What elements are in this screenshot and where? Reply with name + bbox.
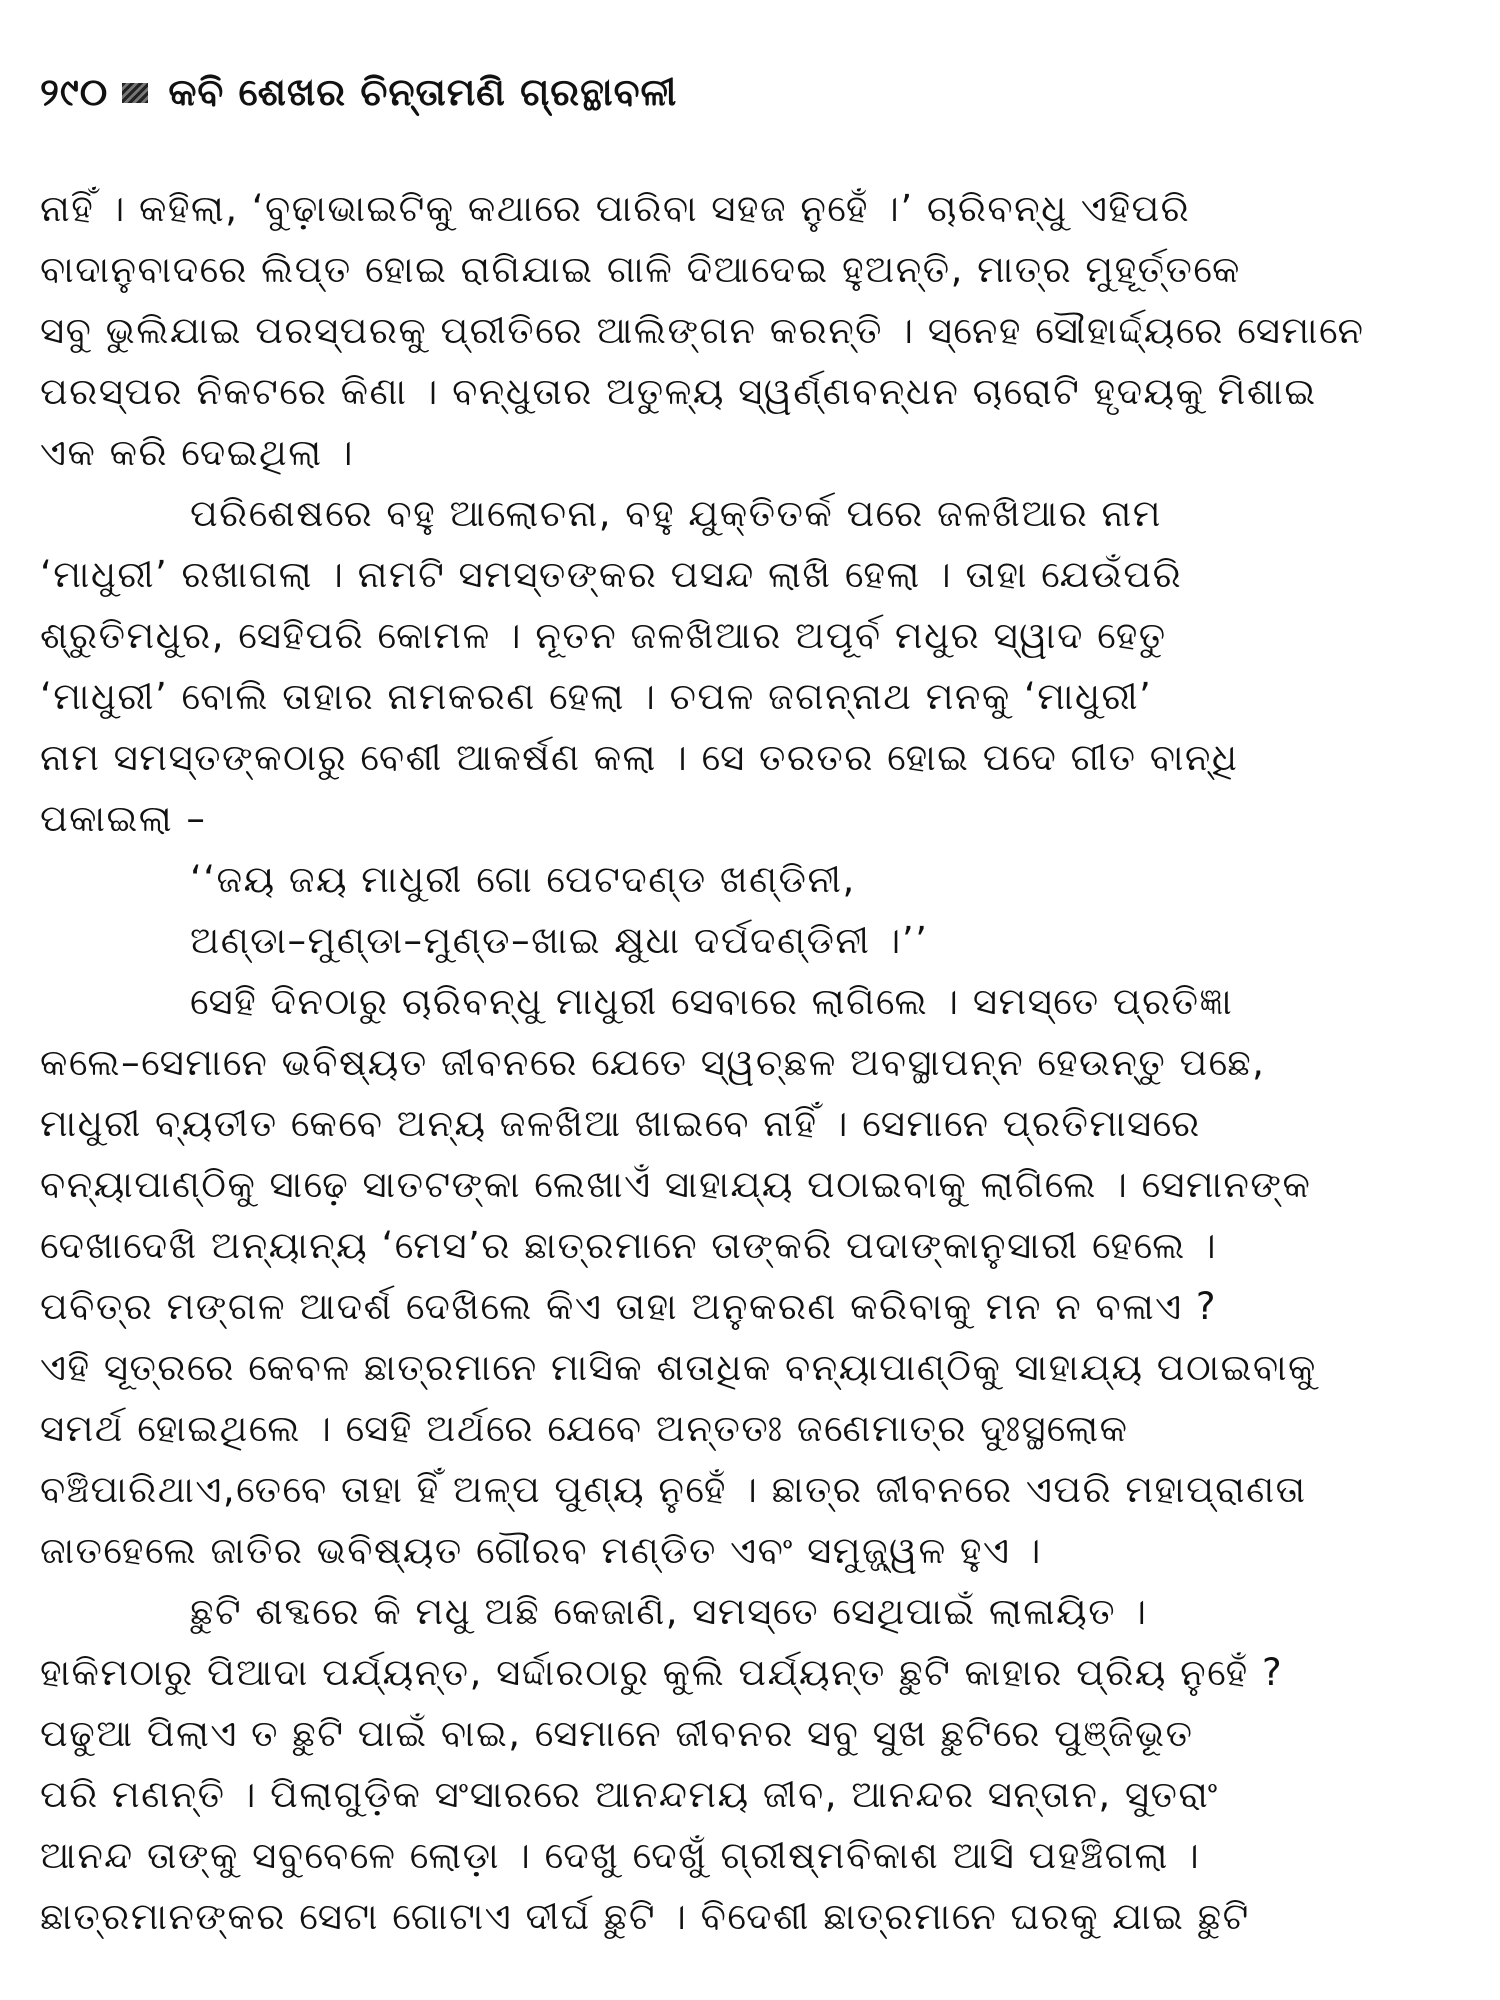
- book-title: କବି ଶେଖର ଚିନ୍ତାମଣି ଗ୍ରନ୍ଥାବଳୀ: [168, 70, 678, 114]
- text-line: ପରି ମଣନ୍ତି । ପିଲାଗୁଡ଼ିକ ସଂସାରରେ ଆନନ୍ଦମୟ ଜୀବ, ଆନନ୍ଦର ସନ୍ତାନ, ସୁତରାଂ: [40, 1773, 1219, 1816]
- text-line: ପବିତ୍ର ମଙ୍ଗଳ ଆଦର୍ଶ ଦେଖିଲେ କିଏ ତାହା ଅନୁକରଣ କରିବାକୁ ମନ ନ ବଳାଏ ?: [40, 1285, 1218, 1328]
- body-text: [40, 178, 1460, 1947]
- text-line: ‘ମାଧୁରୀ’ ବୋଲି ତାହାର ନାମକରଣ ହେଲା । ଚପଳ ଜଗନ୍ନାଥ ମନକୁ ‘ମାଧୁରୀ’: [40, 675, 1153, 718]
- text-line: ନାହିଁ । କହିଲା, ‘ବୁଢ଼ାଭାଇଟିକୁ କଥାରେ ପାରିବା ସହଜ ନୁହେଁ ।’ ଚାରିବନ୍ଧୁ ଏହିପରି: [40, 187, 1191, 230]
- text-line: ହାକିମଠାରୁ ପିଆଦା ପର୍ଯ୍ୟନ୍ତ, ସର୍ଦ୍ଦାରଠାରୁ କୁଲି ପର୍ଯ୍ୟନ୍ତ ଛୁଟି କାହାର ପ୍ରିୟ ନୁହେଁ ?: [40, 1651, 1284, 1694]
- text-line: ସବୁ ଭୁଲିଯାଇ ପରସ୍ପରକୁ ପ୍ରୀତିରେ ଆଲିଙ୍ଗନ କରନ୍ତି । ସ୍ନେହ ସୌହାର୍ଦ୍ଦ୍ୟରେ ସେମାନେ: [40, 309, 1365, 352]
- text-line: ମାଧୁରୀ ବ୍ୟତୀତ କେବେ ଅନ୍ୟ ଜଳଖିଆ ଖାଇବେ ନାହିଁ । ସେମାନେ ପ୍ରତିମାସରେ: [40, 1102, 1201, 1145]
- text-line: ବନ୍ୟାପାଣ୍ଠିକୁ ସାଢ଼େ ସାତଟଙ୍କା ଲେଖାଏଁ ସାହାଯ୍ୟ ପଠାଇବାକୁ ଲାଗିଲେ । ସେମାନଙ୍କ: [40, 1163, 1312, 1206]
- header-ornament-icon: [122, 83, 148, 103]
- text-line: ପକାଇଲା –: [40, 797, 207, 840]
- verse-line: ‘‘ଜୟ ଜୟ ମାଧୁରୀ ଗୋ ପେଟଦଣ୍ଡ ଖଣ୍ଡିନୀ,: [190, 858, 856, 901]
- text-line: ବାଦାନୁବାଦରେ ଲିପ୍ତ ହୋଇ ରାଗିଯାଇ ଗାଳି ଦିଆଦେଇ ହୁଅନ୍ତି, ମାତ୍ର ମୁହୂର୍ତ୍ତକେ: [40, 248, 1241, 291]
- text-line: ଜାତହେଲେ ଜାତିର ଭବିଷ୍ୟତ ଗୌରବ ମଣ୍ଡିତ ଏବଂ ସମୁଜ୍ଜ୍ୱଳ ହୁଏ ।: [40, 1529, 1042, 1572]
- text-line: ଏକ କରି ଦେଇଥିଲା ।: [40, 431, 354, 474]
- text-line: ଶ୍ରୁତିମଧୁର, ସେହିପରି କୋମଳ । ନୂତନ ଜଳଖିଆର ଅପୂର୍ବ ମଧୁର ସ୍ୱାଦ ହେତୁ: [40, 614, 1167, 657]
- text-line: ପରସ୍ପର ନିକଟରେ କିଣା । ବନ୍ଧୁତାର ଅତୁଳ୍ୟ ସ୍ୱର୍ଣ୍ଣବନ୍ଧନ ଚାରୋଟି ହୃଦୟକୁ ମିଶାଇ: [40, 370, 1317, 413]
- paragraph-start-line: ସେହି ଦିନଠାରୁ ଚାରିବନ୍ଧୁ ମାଧୁରୀ ସେବାରେ ଲାଗିଲେ । ସମସ୍ତେ ପ୍ରତିଜ୍ଞା: [190, 980, 1234, 1023]
- text-line: ଆନନ୍ଦ ତାଙ୍କୁ ସବୁବେଳେ ଲୋଡ଼ା । ଦେଖୁ ଦେଖୁଁ ଗ୍ରୀଷ୍ମବିକାଶ ଆସି ପହଞ୍ଚିଗଲା ।: [40, 1834, 1201, 1877]
- verse-line: ଅଣ୍ଡା–ମୁଣ୍ଡା–ମୁଣ୍ଡ–ଖାଇ କ୍ଷୁଧା ଦର୍ପଦଣ୍ଡିନୀ ।’’: [190, 919, 929, 962]
- page-header: [40, 70, 677, 115]
- text-line: ଏହି ସୂତ୍ରରେ କେବଳ ଛାତ୍ରମାନେ ମାସିକ ଶତାଧିକ ବନ୍ୟାପାଣ୍ଠିକୁ ସାହାଯ୍ୟ ପଠାଇବାକୁ: [40, 1346, 1317, 1389]
- text-line: ‘ମାଧୁରୀ’ ରଖାଗଲା । ନାମଟି ସମସ୍ତଙ୍କର ପସନ୍ଦ ଲାଖି ହେଲା । ତାହା ଯେଉଁପରି: [40, 553, 1183, 596]
- paragraph-start-line: ଛୁଟି ଶବ୍ଦରେ କି ମଧୁ ଅଛି କେଜାଣି, ସମସ୍ତେ ସେଥିପାଇଁ ଲାଳାୟିତ ।: [190, 1590, 1148, 1633]
- text-line: ପଢୁଆ ପିଲାଏ ତ ଛୁଟି ପାଇଁ ବାଇ, ସେମାନେ ଜୀବନର ସବୁ ସୁଖ ଛୁଟିରେ ପୁଞ୍ଜିଭୂତ: [40, 1712, 1194, 1755]
- page-number: ୨୯୦: [40, 70, 109, 114]
- paragraph-start-line: ପରିଶେଷରେ ବହୁ ଆଲୋଚନା, ବହୁ ଯୁକ୍ତିତର୍କ ପରେ ଜଳଖିଆର ନାମ: [190, 492, 1162, 535]
- text-line: କଲେ–ସେମାନେ ଭବିଷ୍ୟତ ଜୀବନରେ ଯେତେ ସ୍ୱଚ୍ଛଳ ଅବସ୍ଥାପନ୍ନ ହେଉନ୍ତୁ ପଛେ,: [40, 1041, 1266, 1084]
- text-line: ନାମ ସମସ୍ତଙ୍କଠାରୁ ବେଶୀ ଆକର୍ଷଣ କଲା । ସେ ତରତର ହୋଇ ପଦେ ଗୀତ ବାନ୍ଧି: [40, 736, 1239, 779]
- text-line: ସମର୍ଥ ହୋଇଥିଲେ । ସେହି ଅର୍ଥରେ ଯେବେ ଅନ୍ତତଃ ଜଣେମାତ୍ର ଦୁଃସ୍ଥଲୋକ: [40, 1407, 1129, 1450]
- text-line: ଦେଖାଦେଖି ଅନ୍ୟାନ୍ୟ ‘ମେସ’ର ଛାତ୍ରମାନେ ତାଙ୍କରି ପଦାଙ୍କାନୁସାରୀ ହେଲେ ।: [40, 1224, 1218, 1267]
- text-line: ବଞ୍ଚିପାରିଥାଏ,ତେବେ ତାହା ହିଁ ଅଳ୍ପ ପୁଣ୍ୟ ନୁହେଁ । ଛାତ୍ର ଜୀବନରେ ଏପରି ମହାପ୍ରାଣତା: [40, 1468, 1307, 1511]
- text-line: ଛାତ୍ରମାନଙ୍କର ସେଟା ଗୋଟାଏ ଦୀର୍ଘ ଛୁଟି । ବିଦେଶୀ ଛାତ୍ରମାନେ ଘରକୁ ଯାଇ ଛୁଟି: [40, 1895, 1250, 1938]
